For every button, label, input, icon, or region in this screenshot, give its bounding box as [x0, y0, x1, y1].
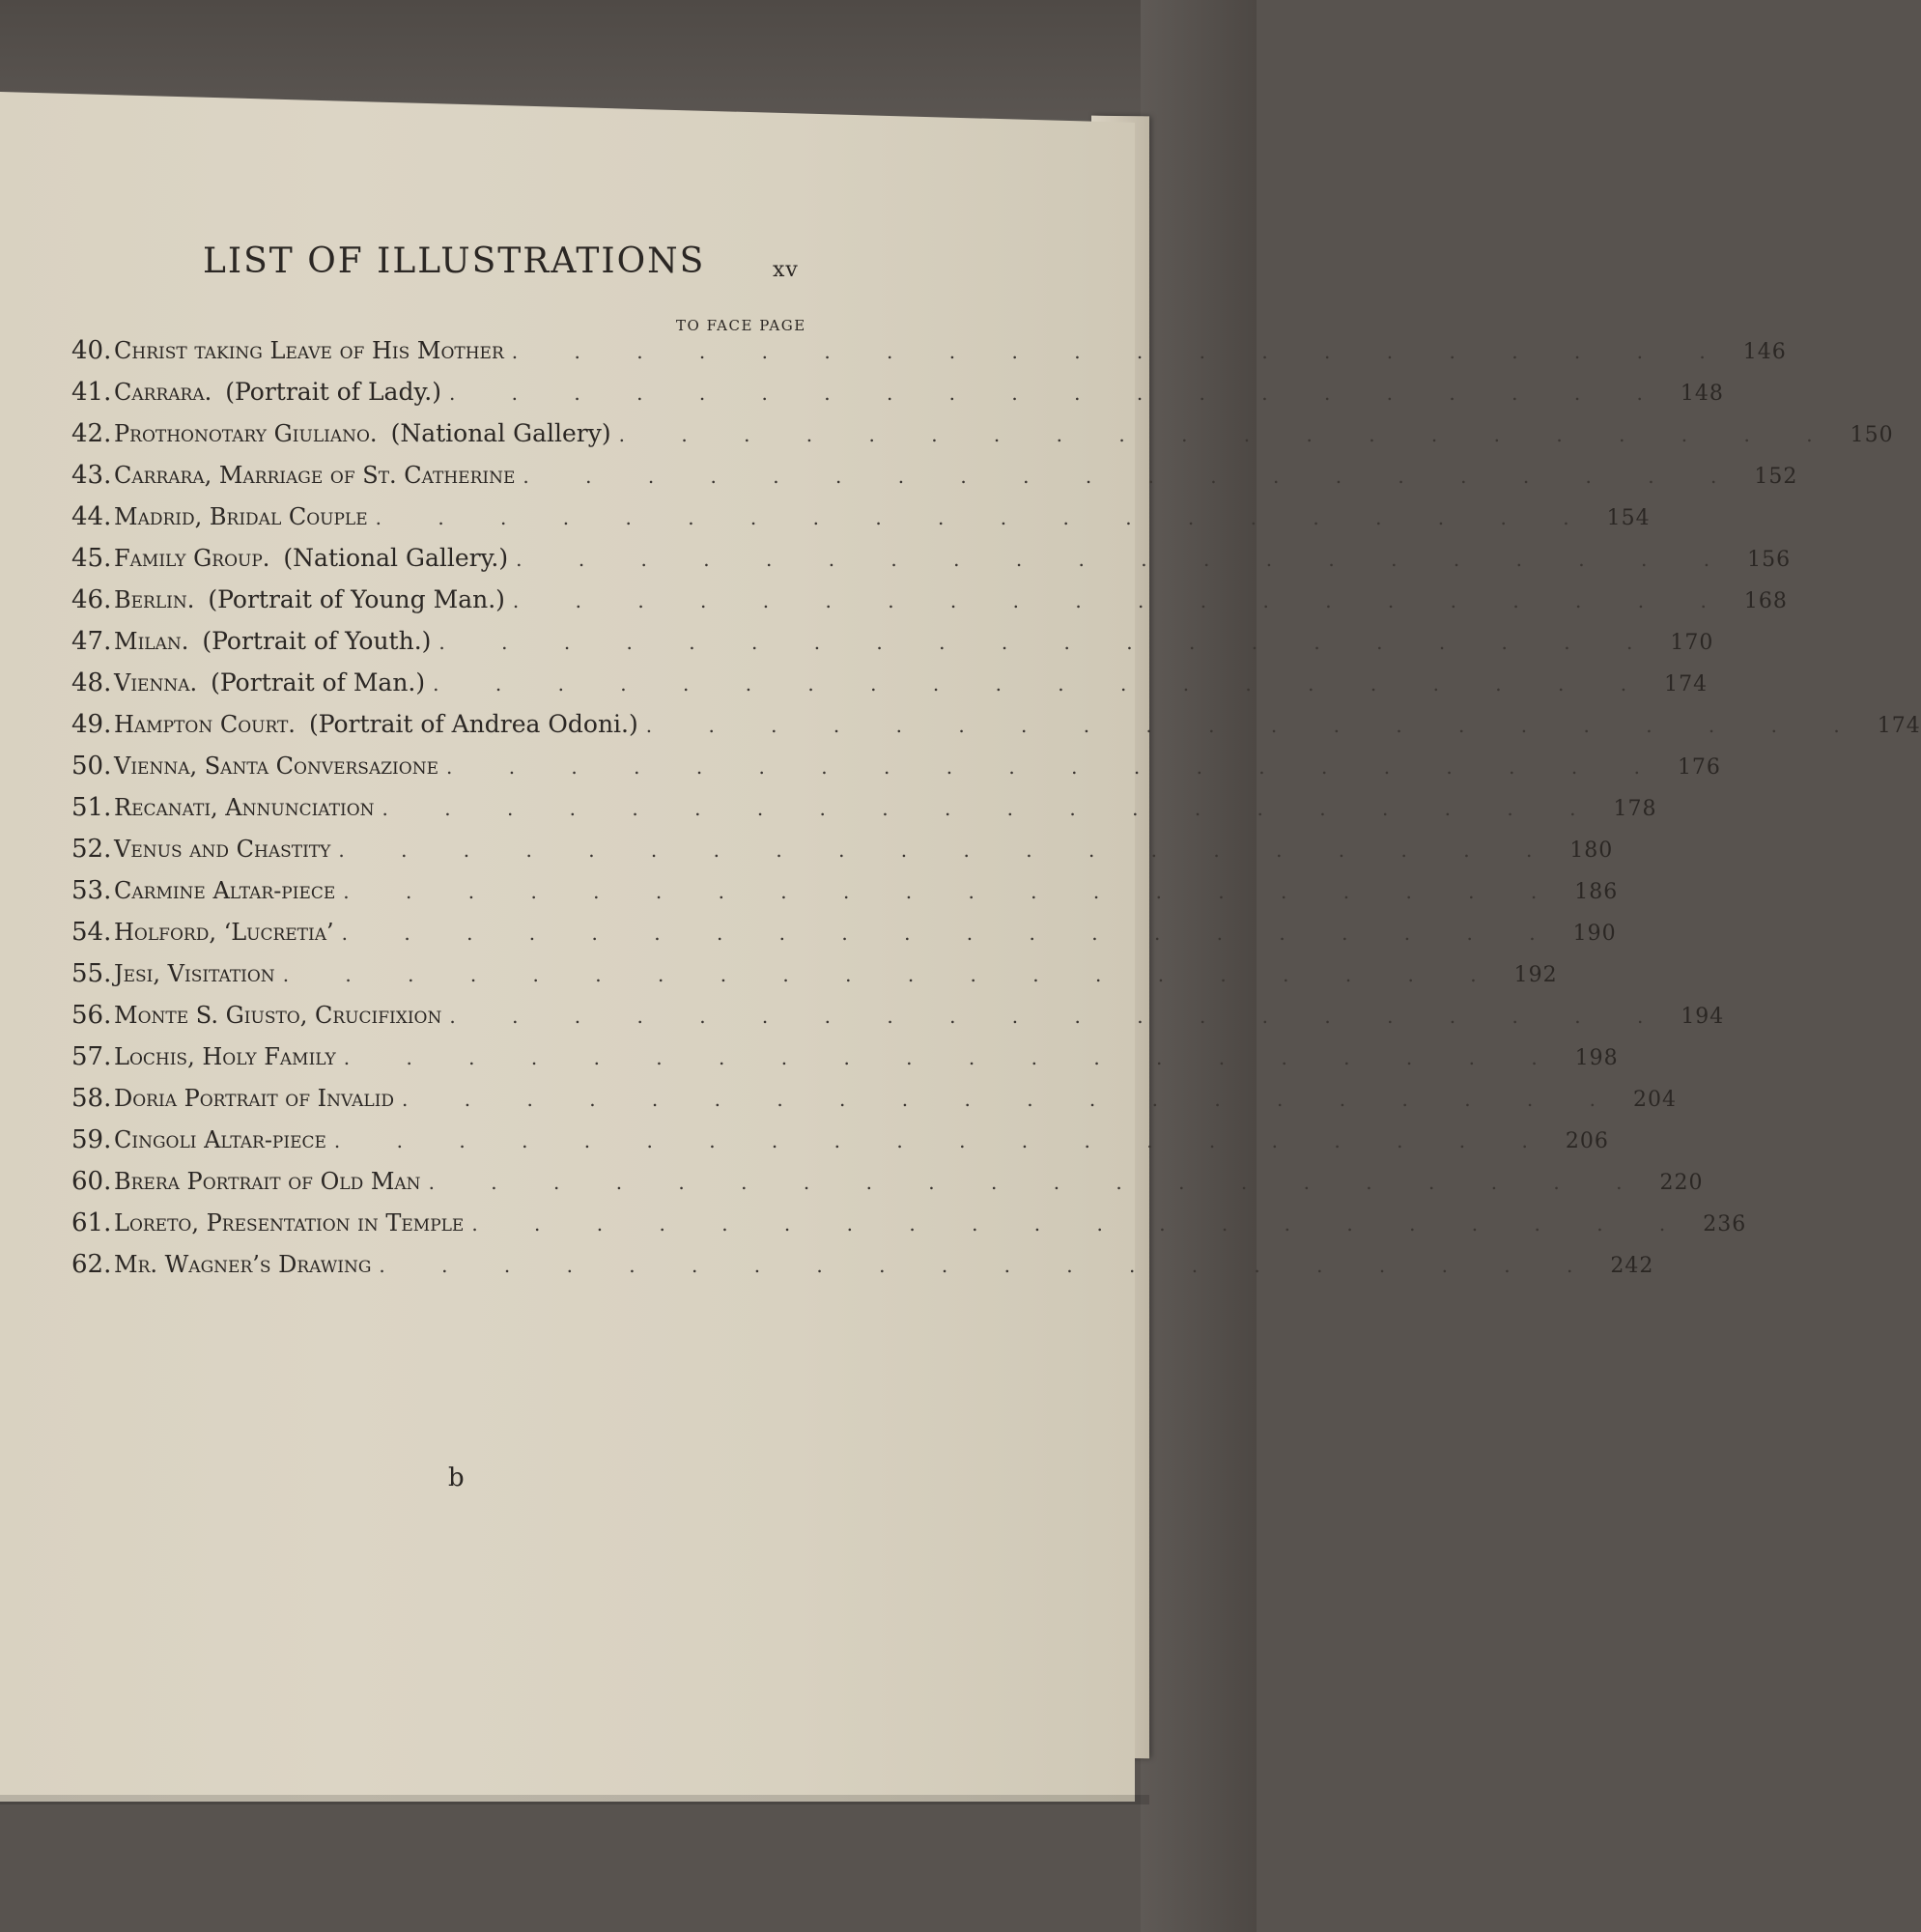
list-item — [71, 959, 1558, 1001]
entry-title: Doria Portrait of Invalid — [114, 1085, 395, 1112]
dot-leader: . . . . . . . . . . . . . . . . . . . . — [338, 838, 1558, 862]
entry-title: Carmine Altar-piece — [114, 877, 336, 904]
entry-page: 156 — [1747, 548, 1792, 572]
entry-page: 174 — [1877, 714, 1921, 738]
entry-number: 49. — [71, 710, 112, 739]
entry-page: 180 — [1569, 838, 1614, 863]
entry-page: 220 — [1659, 1171, 1704, 1195]
entry-page: 206 — [1565, 1129, 1609, 1153]
entry-title: Monte S. Giusto, Crucifixion — [114, 1002, 442, 1029]
dot-leader: . . . . . . . . . . . . . . . . . . . . — [343, 1046, 1563, 1069]
entry-note: (National Gallery.) — [283, 544, 509, 572]
entry-number: 56. — [71, 1001, 112, 1030]
entry-title: Prothonotary Giuliano. — [114, 420, 378, 447]
entry-number: 48. — [71, 668, 112, 697]
dot-leader: . . . . . . . . . . . . . . . . . . . . — [516, 548, 1736, 571]
entry-title: Mr. Wagner’s Drawing — [114, 1251, 372, 1278]
entry-title: Loreto, Presentation in Temple — [114, 1209, 465, 1236]
entry-page: 148 — [1680, 382, 1724, 406]
entry-note: (National Gallery) — [390, 419, 611, 447]
entry-page: 186 — [1574, 880, 1619, 904]
entry-page: 242 — [1610, 1254, 1654, 1278]
entry-number: 53. — [71, 876, 112, 905]
entry-page: 178 — [1613, 797, 1657, 821]
entry-title: Christ taking Leave of His Mother — [114, 337, 504, 364]
entry-title: Madrid, Bridal Couple — [114, 503, 368, 530]
entry-title: Hampton Court. — [114, 711, 296, 738]
entry-number: 54. — [71, 918, 112, 947]
entry-number: 47. — [71, 627, 112, 656]
entry-title: Carrara, Marriage of St. Catherine — [114, 462, 516, 489]
column-heading: TO FACE PAGE — [676, 317, 806, 334]
entry-page: 152 — [1754, 465, 1798, 489]
list-item — [71, 378, 1724, 419]
dot-leader: . . . . . . . . . . . . . . . . . . . . — [402, 1088, 1621, 1111]
list-item — [71, 502, 1651, 544]
entry-page: 174 — [1664, 672, 1709, 696]
entry-title: Venus and Chastity — [114, 836, 331, 863]
dot-leader: . . . . . . . . . . . . . . . . . . . . — [448, 382, 1668, 405]
entry-number: 58. — [71, 1084, 112, 1113]
entry-page: 204 — [1633, 1088, 1677, 1112]
list-item — [71, 1250, 1654, 1292]
dot-leader: . . . . . . . . . . . . . . . . . . . . — [523, 465, 1742, 488]
list-item — [71, 835, 1614, 876]
dot-leader: . . . . . . . . . . . . . . . . . . . . — [433, 672, 1653, 696]
entry-number: 61. — [71, 1208, 112, 1237]
dot-leader: . . . . . . . . . . . . . . . . . . . . — [428, 1171, 1648, 1194]
entry-note: (Portrait of Lady.) — [225, 378, 441, 406]
entry-title: Family Group. — [114, 545, 270, 572]
dot-leader: . . . . . . . . . . . . . . . . . . . . — [379, 1254, 1598, 1277]
entry-title: Brera Portrait of Old Man — [114, 1168, 421, 1195]
entry-title: Carrara. — [114, 379, 212, 406]
entry-number: 45. — [71, 544, 112, 573]
dot-leader: . . . . . . . . . . . . . . . . . . . . — [618, 423, 1838, 446]
page-title: LIST OF ILLUSTRATIONS — [203, 242, 706, 281]
list-item — [71, 1042, 1619, 1084]
dot-leader: . . . . . . . . . . . . . . . . . . . . — [381, 797, 1601, 820]
dot-leader: . . . . . . . . . . . . . . . . . . . . — [449, 1005, 1669, 1028]
signature-mark: b — [448, 1463, 465, 1492]
entry-number: 44. — [71, 502, 112, 531]
entry-title: Lochis, Holy Family — [114, 1043, 336, 1070]
list-item — [71, 918, 1617, 959]
list-item — [71, 585, 1788, 627]
entry-page: 146 — [1742, 340, 1787, 364]
entry-note: (Portrait of Youth.) — [202, 627, 432, 655]
dot-leader: . . . . . . . . . . . . . . . . . . . . — [282, 963, 1502, 986]
entry-page: 176 — [1677, 755, 1721, 780]
entry-title: Cingoli Altar-piece — [114, 1126, 326, 1153]
entry-page: 194 — [1681, 1005, 1725, 1029]
dot-leader: . . . . . . . . . . . . . . . . . . . . — [341, 922, 1561, 945]
entry-page: 198 — [1574, 1046, 1619, 1070]
dot-leader: . . . . . . . . . . . . . . . . . . . . — [645, 714, 1865, 737]
entry-title: Jesi, Visitation — [114, 960, 275, 987]
list-item — [71, 419, 1894, 461]
page-number: xv — [773, 258, 799, 282]
entry-number: 52. — [71, 835, 112, 864]
entry-number: 46. — [71, 585, 112, 614]
list-item — [71, 627, 1714, 668]
entry-number: 41. — [71, 378, 112, 407]
entry-number: 42. — [71, 419, 112, 448]
entry-page: 190 — [1572, 922, 1617, 946]
entry-page: 170 — [1670, 631, 1714, 655]
entry-number: 59. — [71, 1125, 112, 1154]
entry-number: 43. — [71, 461, 112, 490]
dot-leader: . . . . . . . . . . . . . . . . . . . . — [511, 340, 1731, 363]
list-item — [71, 336, 1787, 378]
entry-title: Holford, ‘Lucretia’ — [114, 919, 334, 946]
list-item — [71, 544, 1792, 585]
entry-page: 236 — [1703, 1212, 1747, 1236]
entry-title: Vienna. — [114, 669, 198, 696]
dot-leader: . . . . . . . . . . . . . . . . . . . . — [445, 755, 1665, 779]
entry-title: Milan. — [114, 628, 189, 655]
dot-leader: . . . . . . . . . . . . . . . . . . . . — [343, 880, 1563, 903]
entry-title: Vienna, Santa Conversazione — [114, 753, 438, 780]
list-item — [71, 752, 1721, 793]
entry-note: (Portrait of Young Man.) — [208, 585, 505, 613]
entry-number: 57. — [71, 1042, 112, 1071]
entry-page: 192 — [1513, 963, 1558, 987]
entry-number: 40. — [71, 336, 112, 365]
entry-page: 150 — [1850, 423, 1894, 447]
list-item — [71, 876, 1619, 918]
list-item — [71, 1084, 1677, 1125]
entry-number: 50. — [71, 752, 112, 781]
list-item — [71, 1208, 1747, 1250]
entry-note: (Portrait of Man.) — [211, 668, 426, 696]
entry-number: 60. — [71, 1167, 112, 1196]
dot-leader: . . . . . . . . . . . . . . . . . . . . — [471, 1212, 1691, 1236]
list-item — [71, 461, 1798, 502]
dot-leader: . . . . . . . . . . . . . . . . . . . . — [333, 1129, 1553, 1152]
list-item — [71, 1125, 1609, 1167]
list-item — [71, 710, 1921, 752]
page-shadow — [0, 1795, 1149, 1804]
entry-note: (Portrait of Andrea Odoni.) — [308, 710, 638, 738]
list-item — [71, 793, 1657, 835]
illustration-list — [71, 336, 1921, 1292]
entry-number: 55. — [71, 959, 112, 988]
entry-title: Recanati, Annunciation — [114, 794, 375, 821]
dot-leader: . . . . . . . . . . . . . . . . . . . . — [375, 506, 1595, 529]
entry-page: 168 — [1743, 589, 1788, 613]
list-item — [71, 1001, 1725, 1042]
dot-leader: . . . . . . . . . . . . . . . . . . . . — [512, 589, 1732, 612]
entry-title: Berlin. — [114, 586, 195, 613]
entry-page: 154 — [1606, 506, 1651, 530]
dot-leader: . . . . . . . . . . . . . . . . . . . . — [438, 631, 1658, 654]
list-item — [71, 668, 1709, 710]
list-item — [71, 1167, 1704, 1208]
entry-number: 62. — [71, 1250, 112, 1279]
entry-number: 51. — [71, 793, 112, 822]
